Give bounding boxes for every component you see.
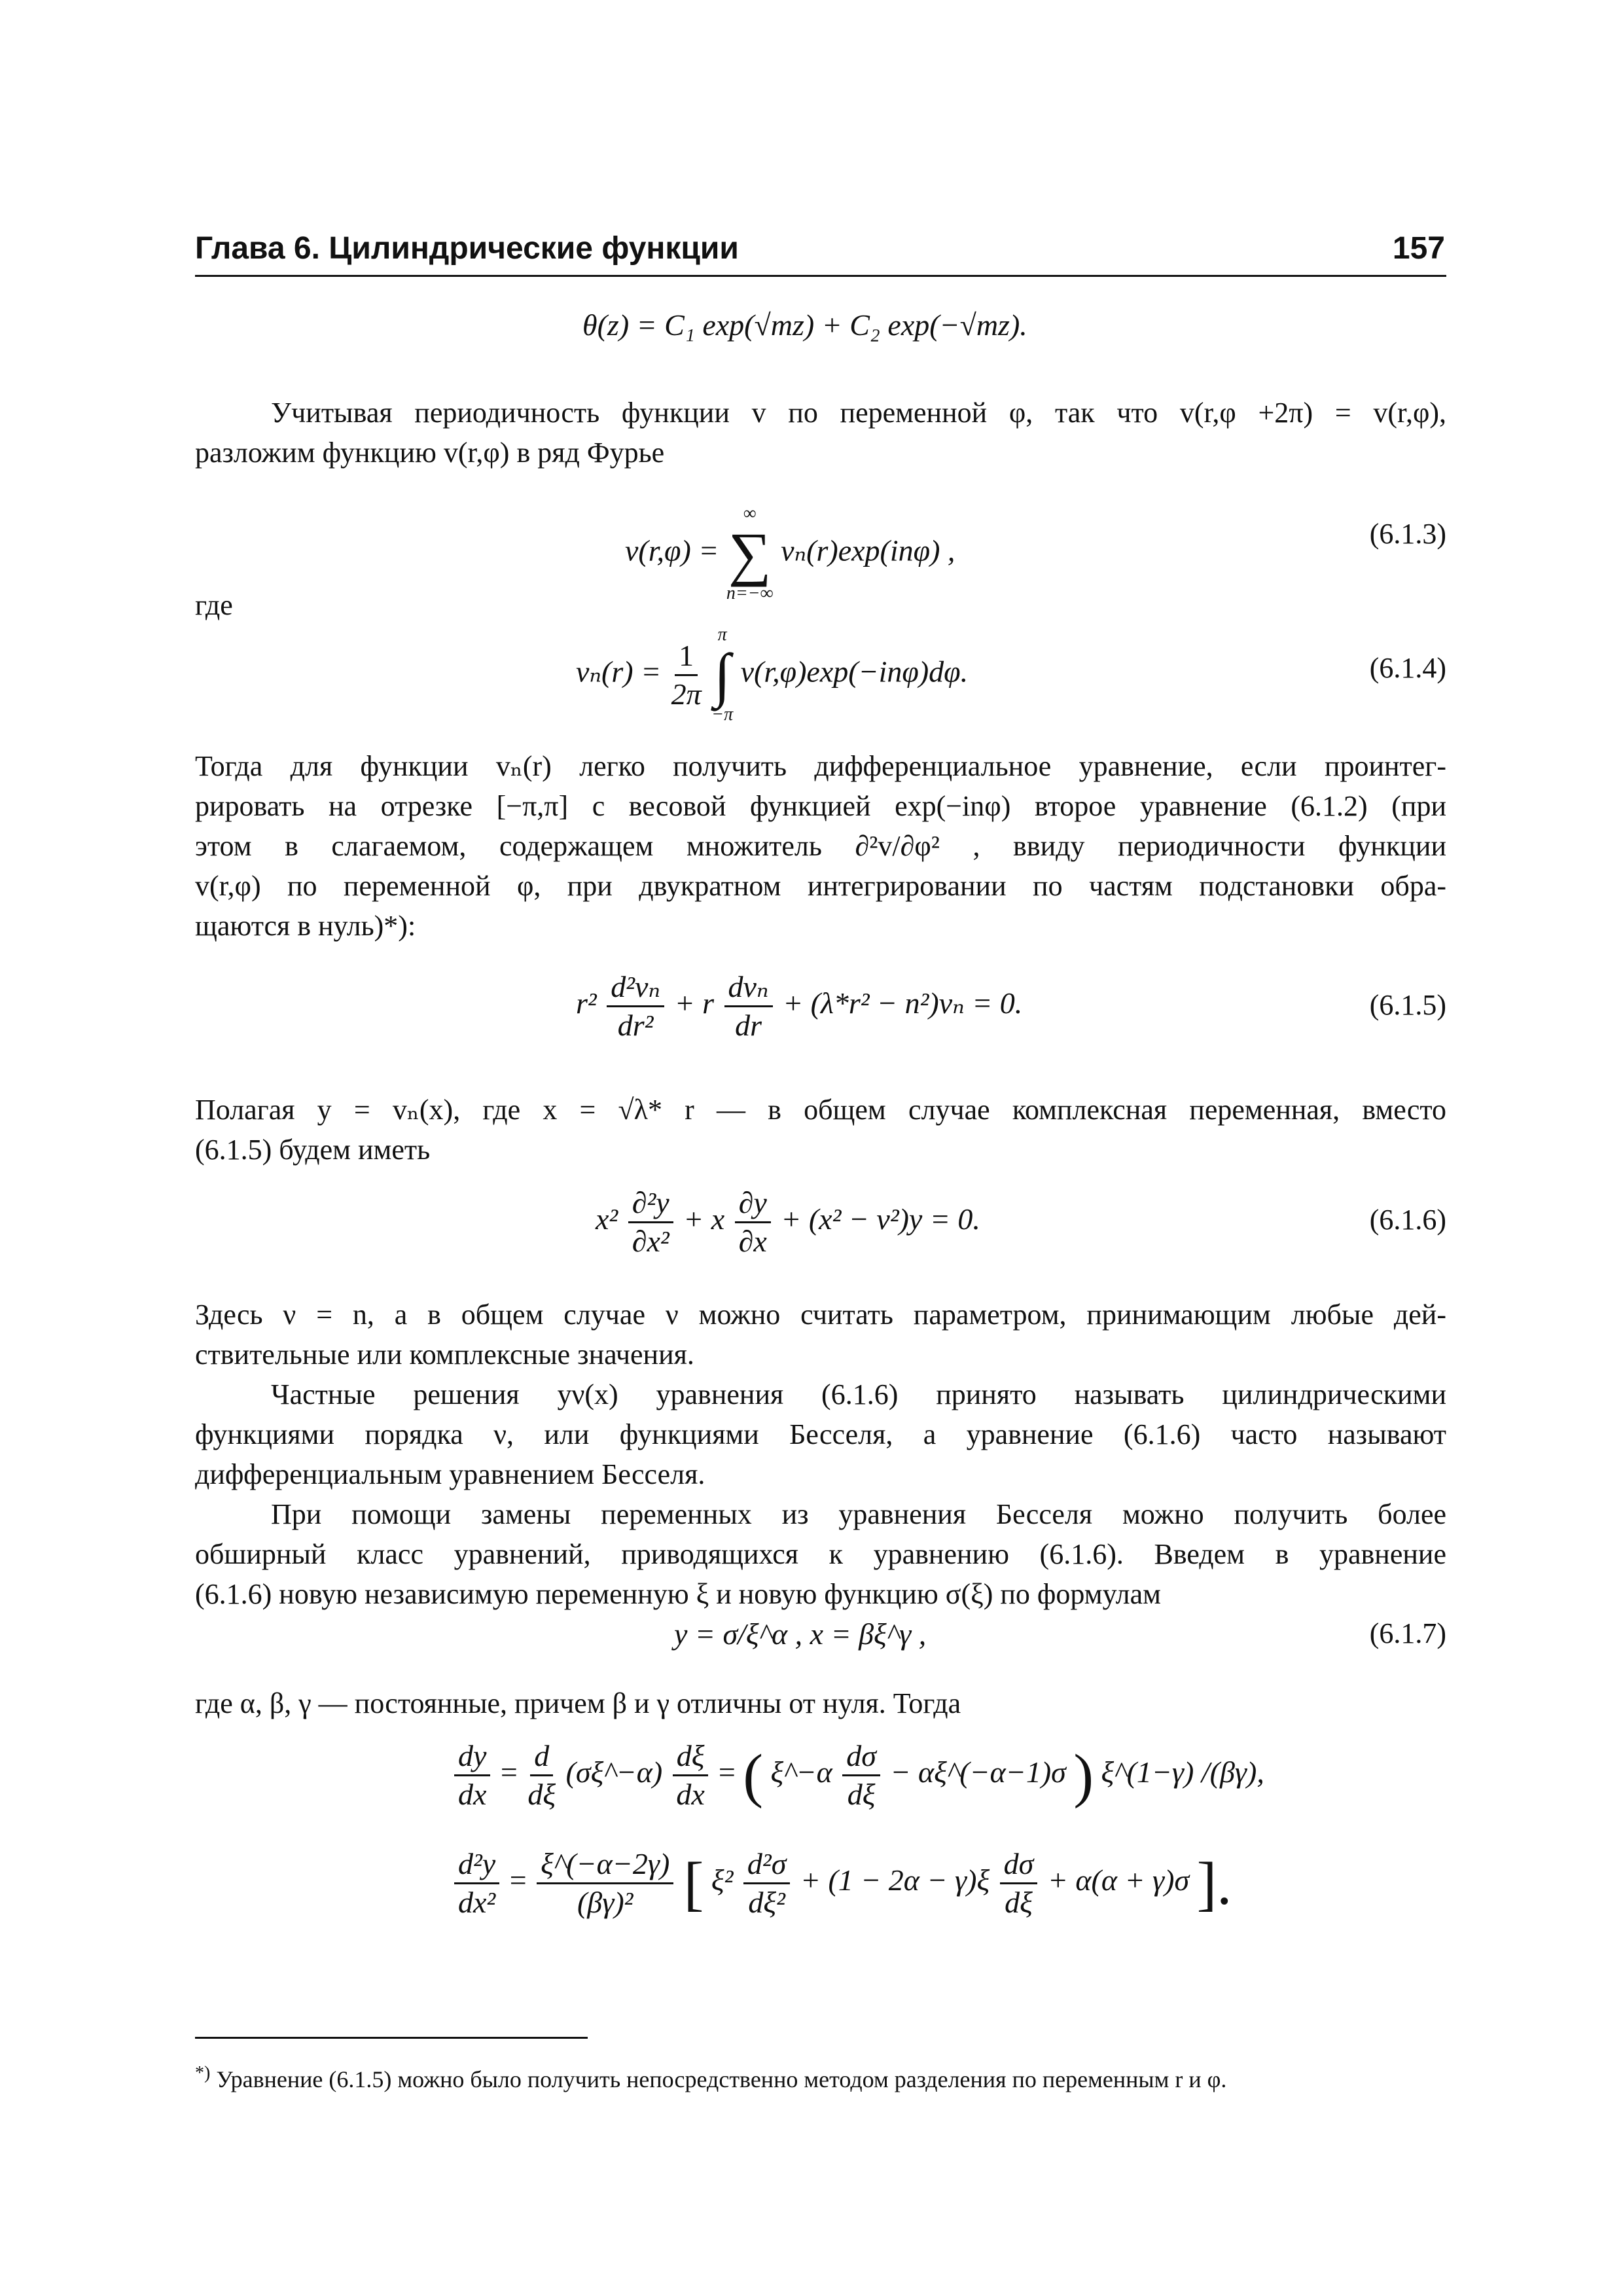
denominator: dx bbox=[676, 1778, 705, 1811]
equals-sign: = bbox=[500, 1755, 518, 1789]
equation-6-1-7: y = σ/ξ^α , x = βξ^γ , bbox=[674, 1617, 927, 1651]
text-line: дифференциальным уравнением Бесселя. bbox=[195, 1458, 705, 1490]
denominator: dx² bbox=[458, 1886, 496, 1919]
fraction bbox=[537, 1846, 673, 1921]
equation-lhs: v(r,φ) = bbox=[625, 533, 726, 567]
running-header bbox=[195, 230, 1445, 270]
fraction bbox=[671, 637, 702, 713]
equation-second-derivative bbox=[452, 1846, 1232, 1921]
numerator: d bbox=[530, 1738, 553, 1776]
equation-theta: θ(z) = C₁ exp(√mz) + C₂ exp(−√mz). bbox=[582, 308, 1027, 342]
fraction bbox=[735, 1185, 771, 1260]
integral-lower-limit: −π bbox=[711, 704, 734, 725]
right-paren: ) bbox=[1073, 1742, 1094, 1809]
term: (σξ^−α) bbox=[565, 1755, 663, 1789]
paragraph-3 bbox=[195, 1090, 1446, 1170]
sum-upper-limit: ∞ bbox=[743, 503, 757, 524]
numerator: d²vₙ bbox=[607, 969, 664, 1007]
numerator: d²σ bbox=[743, 1846, 790, 1884]
denominator: dξ bbox=[527, 1778, 556, 1811]
text-line: щаются в нуль)*): bbox=[195, 910, 416, 942]
term: + (1 − 2α − γ)ξ bbox=[800, 1863, 990, 1897]
text-line: рировать на отрезке [−π,π] с весовой функцией exp(−inφ) второе уравнение (6.1.2) (при bbox=[195, 790, 1446, 822]
term: + α(α + γ)σ bbox=[1047, 1863, 1190, 1897]
footnote-text: Уравнение (6.1.5) можно было получить непосредственно методом разделения по переменным r и φ. bbox=[210, 2066, 1227, 2092]
equation-6-1-3 bbox=[625, 504, 955, 603]
denominator: dξ bbox=[1005, 1886, 1033, 1919]
denominator: ∂x bbox=[738, 1225, 767, 1258]
denominator: dr bbox=[735, 1009, 762, 1042]
term: − αξ^(−α−1)σ bbox=[890, 1755, 1066, 1789]
term: + x bbox=[683, 1202, 725, 1236]
paragraph-1 bbox=[195, 393, 1446, 473]
left-bracket: [ bbox=[683, 1850, 704, 1917]
fraction bbox=[724, 969, 773, 1044]
page-number: 157 bbox=[1392, 231, 1445, 266]
text-line: Учитывая периодичность функции v по переменной φ, так что v(r,φ +2π) = v(r,φ), bbox=[271, 397, 1446, 429]
left-paren: ( bbox=[743, 1742, 763, 1809]
text-line: Здесь ν = n, а в общем случае ν можно считать параметром, принимающим любые дей- bbox=[195, 1299, 1446, 1331]
term: ξ² bbox=[711, 1863, 734, 1897]
footnote bbox=[195, 2063, 1226, 2093]
term: + r bbox=[674, 986, 715, 1020]
denominator: dξ² bbox=[748, 1886, 785, 1919]
text-line: Частные решения yν(x) уравнения (6.1.6) принято называть цилиндрическими bbox=[271, 1378, 1446, 1410]
text-line: (6.1.6) новую независимую переменную ξ и новую функцию σ(ξ) по формулам bbox=[195, 1578, 1161, 1610]
text-line: функциями порядка ν, или функциями Бесселя, а уравнение (6.1.6) часто называют bbox=[195, 1418, 1446, 1450]
equation-first-derivative bbox=[452, 1738, 1264, 1813]
text-line: (6.1.5) будем иметь bbox=[195, 1134, 431, 1166]
numerator: ∂²y bbox=[628, 1185, 673, 1223]
equation-rhs: v(r,φ)exp(−inφ)dφ. bbox=[740, 655, 969, 689]
paragraph-7: где α, β, γ — постоянные, причем β и γ отличны от нуля. Тогда bbox=[195, 1687, 961, 1719]
denominator: ∂x² bbox=[632, 1225, 669, 1258]
paragraph-4 bbox=[195, 1295, 1446, 1374]
fraction bbox=[743, 1846, 790, 1921]
fraction bbox=[607, 969, 664, 1044]
numerator: dy bbox=[454, 1738, 490, 1776]
equation-6-1-5 bbox=[576, 969, 1022, 1044]
numerator: dvₙ bbox=[724, 969, 773, 1007]
term: r² bbox=[576, 986, 597, 1020]
equation-6-1-4 bbox=[576, 625, 968, 725]
fraction bbox=[454, 1846, 499, 1921]
footnote-rule bbox=[195, 2037, 588, 2039]
equation-number: (6.1.6) bbox=[1369, 1204, 1446, 1236]
numerator: ∂y bbox=[735, 1185, 771, 1223]
numerator: dσ bbox=[1000, 1846, 1038, 1884]
numerator: dσ bbox=[842, 1738, 880, 1776]
integral-operator bbox=[711, 625, 733, 725]
equation-number: (6.1.3) bbox=[1369, 518, 1446, 550]
where-label: где bbox=[195, 589, 233, 621]
fraction bbox=[454, 1738, 490, 1813]
chapter-title: Глава 6. Цилиндрические функции bbox=[195, 231, 739, 266]
equation-lhs: vₙ(r) = bbox=[576, 655, 669, 689]
equals-sign: = bbox=[718, 1755, 736, 1789]
text-line: ствительные или комплексные значения. bbox=[195, 1338, 694, 1371]
text-line: При помощи замены переменных из уравнения Бесселя можно получить более bbox=[271, 1498, 1446, 1530]
text-line: Тогда для функции vₙ(r) легко получить дифференциальное уравнение, если проинтег- bbox=[195, 750, 1446, 782]
equals-sign: = bbox=[509, 1863, 527, 1897]
integral-icon: ∫ bbox=[714, 641, 731, 708]
numerator: dξ bbox=[673, 1738, 709, 1776]
paragraph-5 bbox=[195, 1374, 1446, 1494]
paragraph-2 bbox=[195, 746, 1446, 946]
footnote-mark: *) bbox=[195, 2063, 211, 2083]
right-bracket: ]. bbox=[1196, 1850, 1232, 1917]
sigma-icon: ∑ bbox=[728, 520, 772, 587]
equation-number: (6.1.4) bbox=[1369, 652, 1446, 684]
term: x² bbox=[596, 1202, 618, 1236]
equation-number: (6.1.5) bbox=[1369, 989, 1446, 1021]
fraction bbox=[527, 1738, 556, 1813]
denominator: (βγ)² bbox=[577, 1886, 633, 1919]
term: + (λ*r² − n²)vₙ = 0. bbox=[783, 986, 1023, 1020]
numerator: ξ^(−α−2γ) bbox=[537, 1846, 673, 1884]
integral-upper-limit: π bbox=[717, 624, 727, 645]
equation-6-1-6 bbox=[596, 1185, 980, 1260]
denominator: 2π bbox=[671, 677, 702, 711]
term: ξ^(1−γ) /(βγ), bbox=[1101, 1755, 1264, 1789]
text-line: обширный класс уравнений, приводящихся к уравнению (6.1.6). Введем в уравнение bbox=[195, 1538, 1446, 1570]
fraction bbox=[1000, 1846, 1038, 1921]
fraction bbox=[628, 1185, 673, 1260]
sum-lower-limit: n=−∞ bbox=[726, 583, 774, 603]
denominator: dx bbox=[458, 1778, 487, 1811]
text-line: разложим функцию v(r,φ) в ряд Фурье bbox=[195, 437, 665, 469]
denominator: dr² bbox=[617, 1009, 654, 1042]
fraction bbox=[673, 1738, 709, 1813]
paragraph-6 bbox=[195, 1494, 1446, 1614]
text-line: Полагая y = vₙ(x), где x = √λ* r — в общем случае комплексная переменная, вместо bbox=[195, 1094, 1446, 1126]
text-line: v(r,φ) по переменной φ, при двукратном интегрировании по частям подстановки обра- bbox=[195, 870, 1446, 902]
header-rule bbox=[195, 275, 1446, 277]
text-line: этом в слагаемом, содержащем множитель ∂²v/∂φ² , ввиду периодичности функции bbox=[195, 830, 1446, 862]
term: + (x² − ν²)y = 0. bbox=[781, 1202, 980, 1236]
sum-operator bbox=[726, 504, 774, 603]
equation-rhs: vₙ(r)exp(inφ) , bbox=[781, 533, 955, 567]
fraction bbox=[842, 1738, 880, 1813]
numerator: d²y bbox=[454, 1846, 499, 1884]
denominator: dξ bbox=[847, 1778, 876, 1811]
term: ξ^−α bbox=[770, 1755, 832, 1789]
equation-number: (6.1.7) bbox=[1369, 1617, 1446, 1649]
numerator: 1 bbox=[675, 637, 698, 676]
